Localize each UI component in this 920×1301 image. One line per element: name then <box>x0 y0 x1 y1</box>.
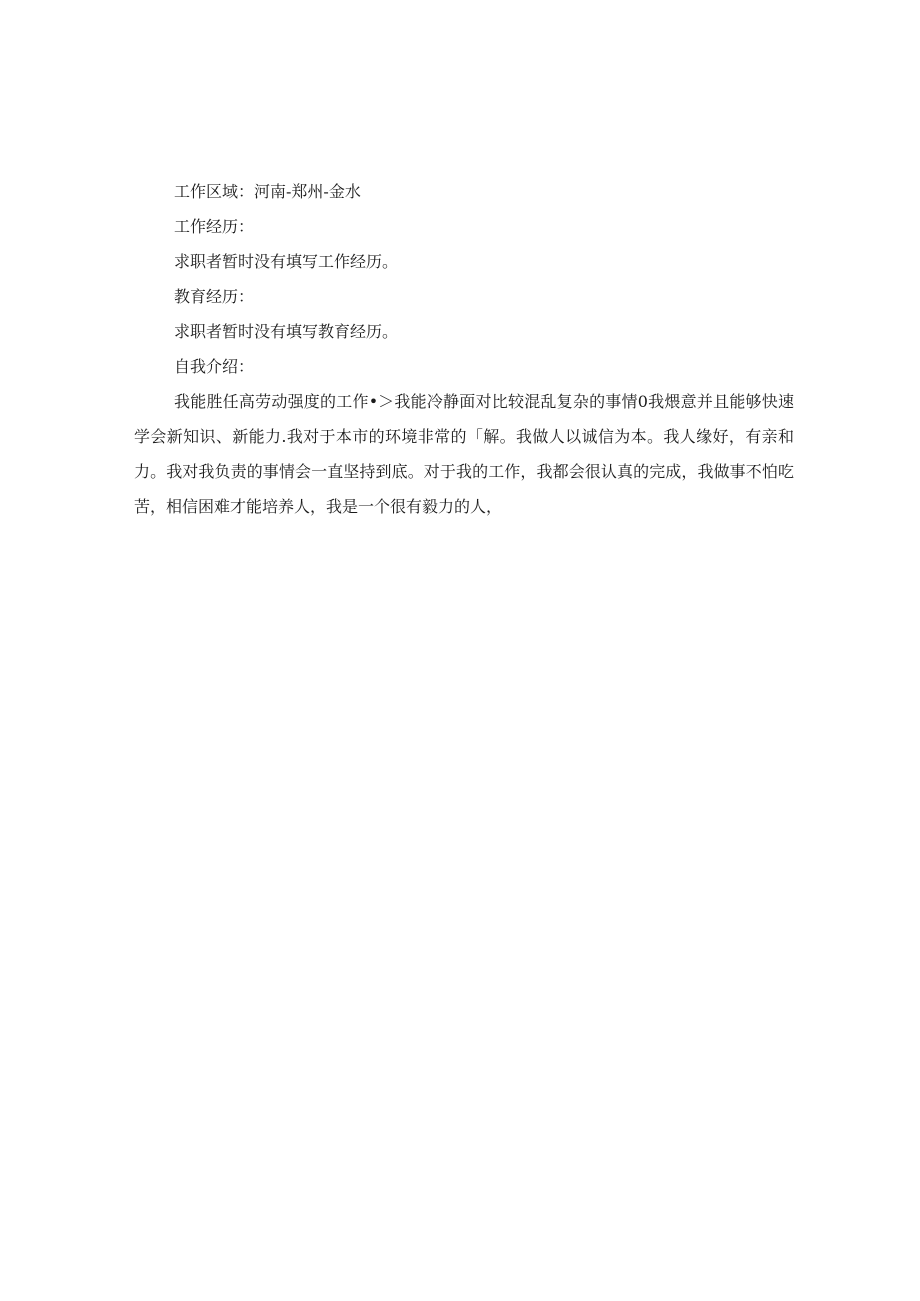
self-intro-heading: 自我介绍： <box>174 357 255 376</box>
self-intro-paragraph: 我能胜任高劳动强度的工作•＞我能冷静面对比较混乱复杂的事情0我煨意并且能够快速学会新知识、新能力.我对于本市的环境非常的「解。我做人以诚信为本。我人缘好，有亲和力。我对我负责的事情会一直坚持到底。对于我的工作，我都会很认真的完成，我做事不怕吃苦，相信困难才能培养人，我是一个很有毅力的人， <box>134 392 794 516</box>
work-area-line: 工作区域：河南-郑州-金水 <box>174 182 361 201</box>
work-history-heading: 工作经历： <box>174 217 255 236</box>
education-heading: 教育经历： <box>174 287 255 306</box>
education-text: 求职者暂时没有填写教育经历。 <box>174 322 399 341</box>
work-history-text: 求职者暂时没有填写工作经历。 <box>174 252 399 271</box>
resume-body <box>134 174 794 524</box>
